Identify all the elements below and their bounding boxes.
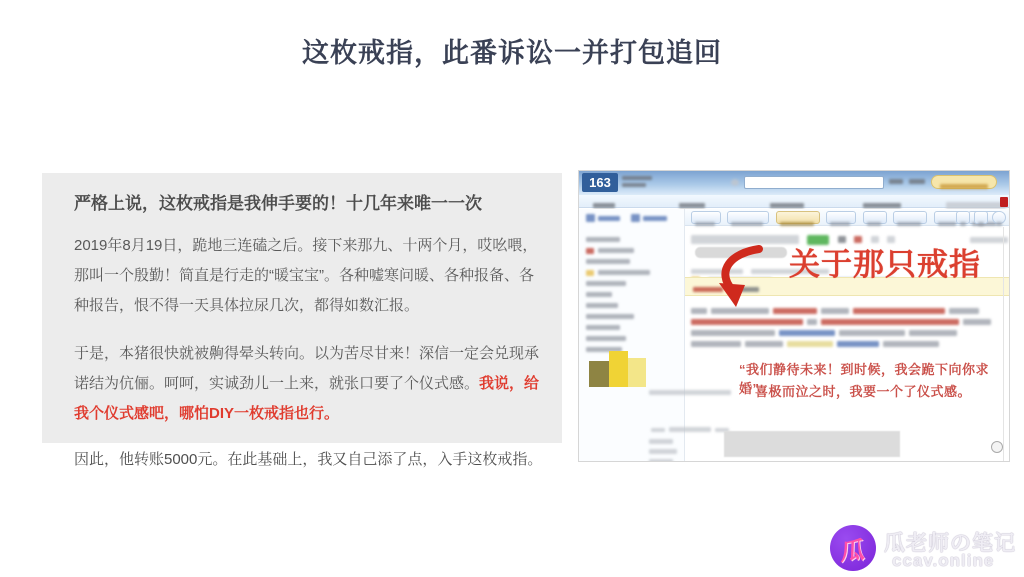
mail-toolbar-button[interactable]: [863, 211, 887, 224]
sidebar-ad-block: [589, 361, 609, 387]
mail-header-redacted-block: [724, 431, 900, 457]
redacted-text-bar: [863, 203, 901, 208]
story-paragraph-1: 2019年8月19日，跪地三连磕之后。接下来那九、十两个月，哎吆喂，那叫一个殷勤！简直是行走的“暖宝宝”。各种嘘寒问暖、各种报备、各种报告，恨不得一天具体拉尿几次，都得如数汇报。: [74, 237, 538, 314]
redacted-text-bar: [883, 341, 939, 347]
redacted-text-bar: [978, 222, 984, 226]
redacted-text-bar: [780, 222, 814, 226]
mail-toolbar-button[interactable]: [893, 211, 927, 224]
mail-163-logo: 163: [582, 173, 618, 192]
redacted-text-bar: [889, 179, 903, 184]
redacted-text-bar: [830, 222, 850, 226]
redacted-text-bar: [586, 214, 595, 222]
mail-topbar: [579, 171, 1010, 195]
redacted-text-bar: [960, 222, 966, 226]
redacted-text-bar: [731, 222, 763, 226]
redacted-text-bar: [631, 214, 640, 222]
annotation-title: 关于那只戒指: [789, 247, 981, 282]
mail-toolbar-button[interactable]: [776, 211, 820, 224]
redacted-text-bar: [695, 222, 715, 226]
mail-settings-gear-icon[interactable]: [992, 211, 1006, 224]
redacted-text-bar: [622, 183, 646, 187]
redacted-text-bar: [745, 341, 783, 347]
mail-folder-item[interactable]: [586, 264, 650, 271]
mail-folder-item[interactable]: [586, 341, 622, 348]
redacted-text-bar: [622, 176, 652, 180]
redacted-text-bar: [787, 341, 833, 347]
mail-search-input[interactable]: [744, 176, 884, 189]
redacted-text-bar: [649, 390, 731, 395]
email-screenshot: [578, 170, 1010, 462]
redacted-text-bar: [963, 319, 991, 325]
mail-header-label: [649, 453, 677, 462]
story-paragraph-2-normal: 于是，本猪很快就被齁得晕头转向。以为苦尽甘来！深信一定会兑现承诺结为伉俪。呵呵，实诚劲儿一上来，就张口要了个仪式感。: [74, 345, 540, 392]
redacted-text-bar: [940, 184, 988, 189]
mail-folder-item[interactable]: [586, 253, 630, 260]
redacted-text-bar: [669, 427, 711, 432]
red-arrow-icon: [709, 245, 773, 311]
page-title: 这枚戒指，此番诉讼一并打包追回: [302, 38, 722, 68]
redacted-text-bar: [909, 179, 925, 184]
mail-nav-prev-button[interactable]: [956, 211, 970, 224]
quote-line-1: “我们静待未来！到时候，我会跪下向你求婚”: [739, 362, 990, 396]
redacted-text-bar: [770, 203, 804, 208]
redacted-text-bar: [598, 216, 620, 221]
netease-logo-icon: [1000, 197, 1008, 207]
watermark-logo-icon: [830, 525, 876, 571]
mail-folder-item[interactable]: [586, 242, 634, 249]
redacted-text-bar: [867, 222, 881, 226]
mail-folder-item[interactable]: [586, 231, 620, 238]
mail-toolbar-button[interactable]: [691, 211, 721, 224]
mail-body-line: [691, 335, 943, 353]
sidebar-ad-block: [628, 358, 646, 387]
redacted-text-bar: [593, 203, 615, 208]
story-paragraph-2-highlight: 我说，给我个仪式感吧，哪怕DIY一枚戒指也行。: [74, 375, 540, 422]
redacted-text-bar: [643, 216, 667, 221]
redacted-text-bar: [691, 235, 799, 244]
watermark-logo-glyph: 瓜: [840, 536, 866, 566]
redacted-text-bar: [691, 341, 741, 347]
redacted-text-bar: [897, 222, 921, 226]
story-box: [42, 173, 562, 443]
mail-folder-item[interactable]: [586, 330, 626, 337]
story-paragraph-3: 因此，他转账5000元。在此基础上，我又自己添了点，入手这枚戒指。: [74, 451, 543, 468]
redacted-text-bar: [731, 179, 739, 186]
mail-nav-next-button[interactable]: [974, 211, 988, 224]
mail-toolbar: [685, 209, 1010, 226]
mail-toolbar-button[interactable]: [826, 211, 856, 224]
watermark-title: 瓜老师の笔记: [884, 532, 1016, 555]
mail-folder-item[interactable]: [586, 308, 634, 315]
mail-folder-item[interactable]: [586, 275, 626, 282]
story-heading: 严格上说，这枚戒指是我伸手要的！十几年来唯一一次: [74, 194, 482, 213]
mail-folder-item[interactable]: [586, 319, 620, 326]
quote-line-2: 喜极而泣之时，我要一个了仪式感。: [755, 384, 972, 399]
redacted-text-bar: [649, 459, 673, 462]
redacted-text-bar: [837, 341, 879, 347]
mail-toolbar-button[interactable]: [727, 211, 769, 224]
redacted-text-bar: [679, 203, 705, 208]
redacted-text-bar: [996, 222, 1002, 226]
mail-promo-button[interactable]: [931, 175, 997, 189]
story-paragraph-2: [74, 339, 540, 429]
mail-folder-item[interactable]: [586, 286, 612, 293]
mail-folder-item[interactable]: [586, 297, 618, 304]
watermark: [830, 524, 1020, 574]
redacted-text-bar: [651, 428, 665, 432]
redacted-text-bar: [938, 222, 956, 226]
attachment-icon[interactable]: [991, 441, 1003, 453]
sidebar-ad-block: [609, 351, 628, 387]
watermark-url: ccav.online: [892, 551, 995, 570]
mail-signature-redacted: [649, 384, 735, 402]
mail-nav-tabs[interactable]: [579, 195, 1010, 208]
